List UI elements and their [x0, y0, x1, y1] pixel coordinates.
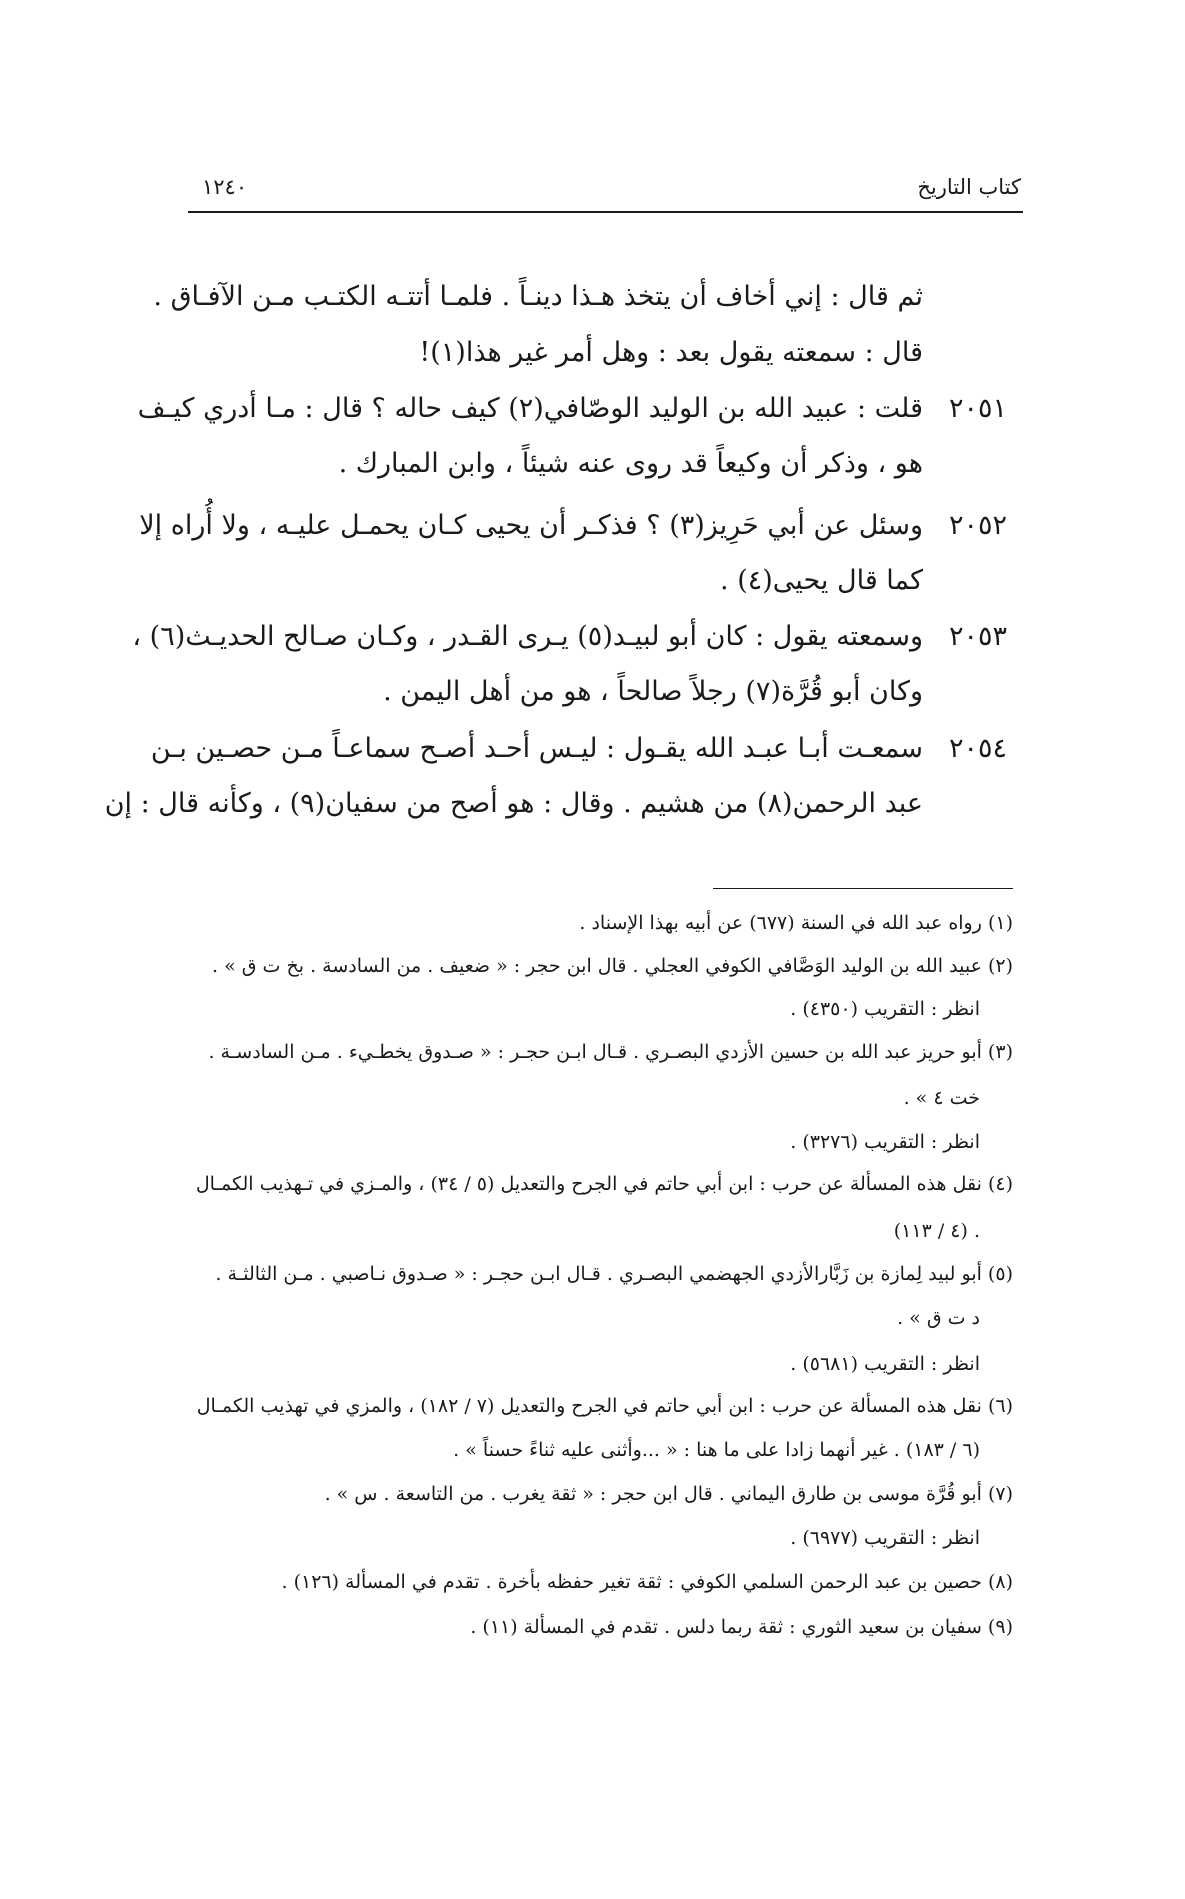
- footnote: (٥) أبو لبيد لِمازة بن زَبَّارالأزدي الجهضمي البصـري . قـال ابـن حجـر : « صـدوق نـاصبي . مـن الثالثـة .: [215, 1263, 1013, 1285]
- footnote: انظر : التقريب (٥٦٨١) .: [790, 1353, 980, 1375]
- text-line: عبد الرحمن(٨) من هشيم . وقال : هو أصح من سفيان(٩) ، وكأنه قال : إن: [104, 788, 923, 819]
- footnote: (٨) حصين بن عبد الرحمن السلمي الكوفي : ثقة تغير حفظه بأخرة . تقدم في المسألة (١٢٦) .: [281, 1571, 1013, 1593]
- footnote: انظر : التقريب (٣٢٧٦) .: [790, 1131, 980, 1153]
- text-line: قال : سمعته يقول بعد : وهل أمر غير هذا(١)!: [419, 337, 923, 368]
- page-number: ١٢٤٠: [202, 175, 248, 199]
- footnote: (٧) أبو قُرَّة موسى بن طارق اليماني . قال ابن حجر : « ثقة يغرب . من التاسعة . س » .: [324, 1483, 1013, 1505]
- text-line: وكان أبو قُرَّة(٧) رجلاً صالحاً ، هو من أهل اليمن .: [383, 676, 923, 707]
- text-line: كما قال يحيى(٤) .: [720, 565, 923, 596]
- text-line: وسئل عن أبي حَرِيز(٣) ؟ فذكـر أن يحيى كـان يحمـل عليـه ، ولا أُراه إلا: [139, 510, 923, 541]
- text-line: قلت : عبيد الله بن الوليد الوصّافي(٢) كيف حاله ؟ قال : مـا أدري كيـف: [137, 393, 923, 424]
- footnote: انظر : التقريب (٤٣٥٠) .: [790, 998, 980, 1020]
- footnote: (٤ / ١١٣) .: [893, 1220, 980, 1242]
- text-line: سمعـت أبـا عبـد الله يقـول : ليـس أحـد أصـح سماعـاً مـن حصـين بـن: [150, 733, 923, 764]
- text-line: هو ، وذكر أن وكيعاً قد روى عنه شيئاً ، وابن المبارك .: [338, 448, 923, 479]
- entry-number: ٢٠٥٢: [948, 510, 1007, 541]
- footnote: (١) رواه عبد الله في السنة (٦٧٧) عن أبيه بهذا الإسناد .: [579, 912, 1013, 934]
- text-line: وسمعته يقول : كان أبو لبيـد(٥) يـرى القـدر ، وكـان صـالح الحديـث(٦) ،: [132, 621, 923, 652]
- footnote-separator: [713, 888, 1013, 889]
- footnote: (٣) أبو حريز عبد الله بن حسين الأزدي البصـري . قـال ابـن حجـر : « صـدوق يخطـيء . مـن السادسـة .: [208, 1041, 1013, 1063]
- book-title: كتاب التاريخ: [917, 175, 1021, 199]
- footnote: (٦ / ١٨٣) . غير أنهما زادا على ما هنا : « ...وأثنى عليه ثناءً حسناً » .: [453, 1439, 980, 1461]
- footnote: (٦) نقل هذه المسألة عن حرب : ابن أبي حاتم في الجرح والتعديل (٧ / ١٨٢) ، والمزي في تهذيب الكمـال: [196, 1395, 1013, 1417]
- entry-number: ٢٠٥٤: [948, 733, 1007, 764]
- running-header: [188, 175, 1023, 213]
- entry-number: ٢٠٥٣: [948, 621, 1007, 652]
- text-line: ثم قال : إني أخاف أن يتخذ هـذا دينـاً . فلمـا أتتـه الكتـب مـن الآفـاق .: [153, 281, 923, 312]
- footnote: (٢) عبيد الله بن الوليد الوَصَّافي الكوفي العجلي . قال ابن حجر : « ضعيف . من السادسة . بخ ت ق » .: [212, 955, 1013, 977]
- entry-number: ٢٠٥١: [948, 393, 1007, 424]
- footnote: (٤) نقل هذه المسألة عن حرب : ابن أبي حاتم في الجرح والتعديل (٥ / ٣٤) ، والمـزي في تـهذيب الكمـال: [195, 1173, 1013, 1195]
- footnote: انظر : التقريب (٦٩٧٧) .: [790, 1527, 980, 1549]
- footnote: د ت ق » .: [897, 1307, 980, 1329]
- footnote: (٩) سفيان بن سعيد الثوري : ثقة ربما دلس . تقدم في المسألة (١١) .: [470, 1616, 1013, 1638]
- footnote: خت ٤ » .: [903, 1087, 980, 1109]
